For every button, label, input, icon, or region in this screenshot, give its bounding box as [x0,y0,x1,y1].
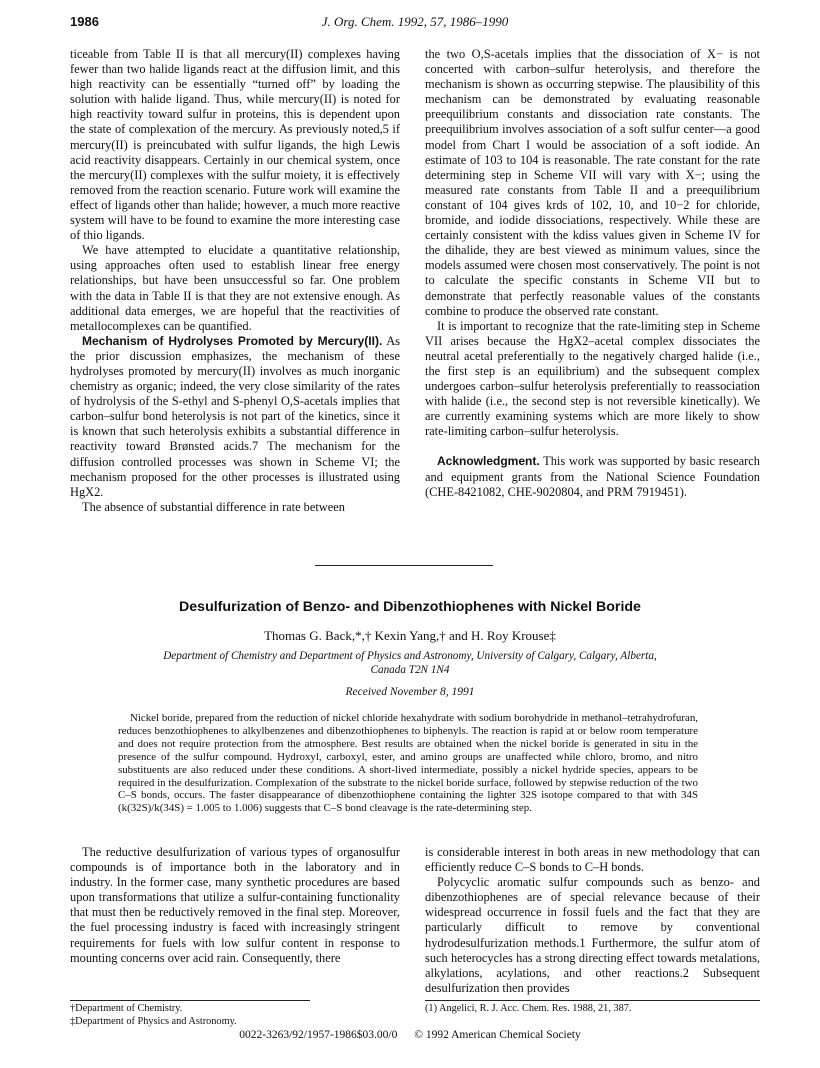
body-right-column [425,845,760,996]
paragraph: It is important to recognize that the rate-limiting step in Scheme VII arises because the HgX2–acetal complex dissociates the neutral acetal preferentially to the negatively charged halide (i.e., the first step is an equilibrium) and the subsequent complex undergoes carbon–sulfur heterolysis preferentially to reassociation with halide (i.e., the second step is not reversible kinetically). We are currently examining systems which are more likely to show rate-limiting carbon–sulfur heterolysis. [425,318,760,439]
paragraph: the two O,S-acetals implies that the dissociation of X− is not concerted with carbon–sulfur heterolysis, and therefore the mechanism is shown as occurring stepwise. The plausibility of this mechanism can be demonstrated by evaluating reasonable preequilibrium constants and dissociation rate constants. The preequilibrium involves association of a soft sulfur center—a good model from Chart I would be association of a soft iodide. An estimate of 103 to 104 is reasonable. The rate constant for the rate determining step in Scheme VII will vary with X−; using the measured rate constants from Table II and a preequilibrium constant of 104 gives krds of 102, 10, and 10−2 for chloride, bromide, and iodide dissociations, respectively. While these are certainly consistent with the kdiss values given in Scheme IV for the dihalide, they are best viewed as minimum values, since the models assumed were chosen most conservatively. The point is not to calculate the specific constants in Scheme VII but to demonstrate that perfectly reasonable values of the constants combine to produce the observed rate constant. [425,47,760,318]
acknowledgment-text: This work was supported by basic research and equipment grants from the National Science Foundation (CHE-8421082, CHE-9020804, and PRM 7919451). [425,454,760,499]
section-heading: Mechanism of Hydrolyses Promoted by Mercury(II). [82,333,383,348]
author-footnotes [70,1000,310,1028]
paragraph: The reductive desulfurization of various types of organosulfur compounds is of importance both in the laboratory and in industry. In the former case, many synthetic procedures are based upon transformations that utilize a sulfur-containing functionality that must then be reductively removed in the final step. Moreover, the fuel processing industry is faced with increasingly stringent requirements for fuels with low sulfur content in response to mounting concerns over acid rain. Consequently, there [70,845,400,965]
acknowledgment [425,454,760,499]
footnote: †Department of Chemistry. [70,1003,183,1014]
article-title: Desulfurization of Benzo- and Dibenzothiophenes with Nickel Boride [179,599,641,615]
body-left-column [70,845,400,966]
article-separator [315,565,493,566]
author-list: Thomas G. Back,*,† Kexin Yang,† and H. Roy Krouse‡ [264,628,556,643]
running-header [70,14,760,32]
page-footer [60,1029,760,1041]
acknowledgment-heading: Acknowledgment. [437,454,540,469]
journal-citation: J. Org. Chem. 1992, 57, 1986–1990 [321,14,509,29]
right-column [425,47,760,500]
left-column [70,47,400,515]
paragraph [70,334,400,500]
paragraph: is considerable interest in both areas in new methodology that can efficiently reduce C–S bonds to C–H bonds. [425,845,760,875]
received-date: Received November 8, 1991 [345,686,475,698]
paragraph: We have attempted to elucidate a quantitative relationship, using approaches often used to establish linear free energy relationships, but have been unsuccessful so far. One problem with the data in Table II is that they are not extensive enough. As additional data emerges, we are hopeful that the reactivities of metallocomplexes can be quantified. [70,243,400,333]
paragraph-text: As the prior discussion emphasizes, the mechanism of these hydrolyses promoted by mercury(II) involves as much inorganic chemistry as organic; indeed, the very close similarity of the rates of hydrolysis of the S-ethyl and S-phenyl O,S-acetals implies that carbon–sulfur bond heterolysis is not part of the kinetics, since it is known that such heterolysis exhibits a substantial difference in reactivity toward Brønsted acids.7 The mechanism for the diffusion controlled processes was shown in Scheme VI; the mechanism proposed for the other processes is illustrated using HgX2. [70,333,400,499]
footnote: ‡Department of Physics and Astronomy. [70,1015,237,1027]
article-code: 0022-3263/92/1957-1986$03.00/0 [239,1029,398,1041]
page-number: 1986 [70,14,99,29]
copyright: © 1992 American Chemical Society [414,1029,581,1041]
affiliation: Department of Chemistry and Department of Physics and Astronomy, University of Calgary, Calgary, Alberta, Canada T2N 1N4 [163,650,657,676]
paragraph: ticeable from Table II is that all mercury(II) complexes having fewer than two halide ligands react at the diffusion limit, and this high reactivity can be essentially “turned off” by loading the solution with halide ligand. Thus, while mercury(II) is noted for high reactivity toward sulfur in proteins, this is dependent upon the state of complexation of the mercury. As previously noted,5 if mercury(II) is preincubated with sulfur ligands, the high Lewis acid reactivity disappears. Certainly in our chemical system, once the mercury(II) complexes with the sulfur moiety, it is effectively removed from the reaction scenario. Future work will examine the effect of ligands other than halide; however, a much more reactive system will have to be found to examine the more interesting case of thio ligands. [70,47,400,243]
footnote: (1) Angelici, R. J. Acc. Chem. Res. 1988, 21, 387. [425,1003,632,1014]
reference-footnote [425,1000,760,1016]
paragraph: The absence of substantial difference in rate between [82,499,345,514]
abstract: Nickel boride, prepared from the reduction of nickel chloride hexahydrate with sodium borohydride in methanol–tetrahydrofuran, reduces benzothiophenes to alkylbenzenes and dibenzothiophenes to biphenyls. The reaction is rapid at or below room temperature and does not require protection from the atmosphere. Best results are obtained when the nickel boride is generated in situ in the presence of the sulfur compound. Hydroxyl, carboxyl, ester, and amino groups are unaffected while chloro, bromo, and nitro substituents are also reduced under these conditions. A short-lived intermediate, possibly a nickel hydride species, appears to be required in the desulfurization. Complexation of the substrate to the nickel boride surface, followed by stepwise reduction of the two C–S bonds, occurs. The faster disappearance of dibenzothiophene containing the lighter 32S isotope compared to that with 34S (k(32S)/k(34S) = 1.005 to 1.006) suggests that C–S bond cleavage is the rate-determining step. [118,712,698,815]
paragraph: Polycyclic aromatic sulfur compounds such as benzo- and dibenzothiophenes are of special relevance because of their widespread occurrence in fossil fuels and the fact that they are particularly difficult to remove by conventional hydrodesulfurization methods.1 Furthermore, the sulfur atom of such heterocycles has a strong directing effect towards metalations, alkylations, acylations, and other reactions.2 Subsequent desulfurization then provides [425,875,760,995]
